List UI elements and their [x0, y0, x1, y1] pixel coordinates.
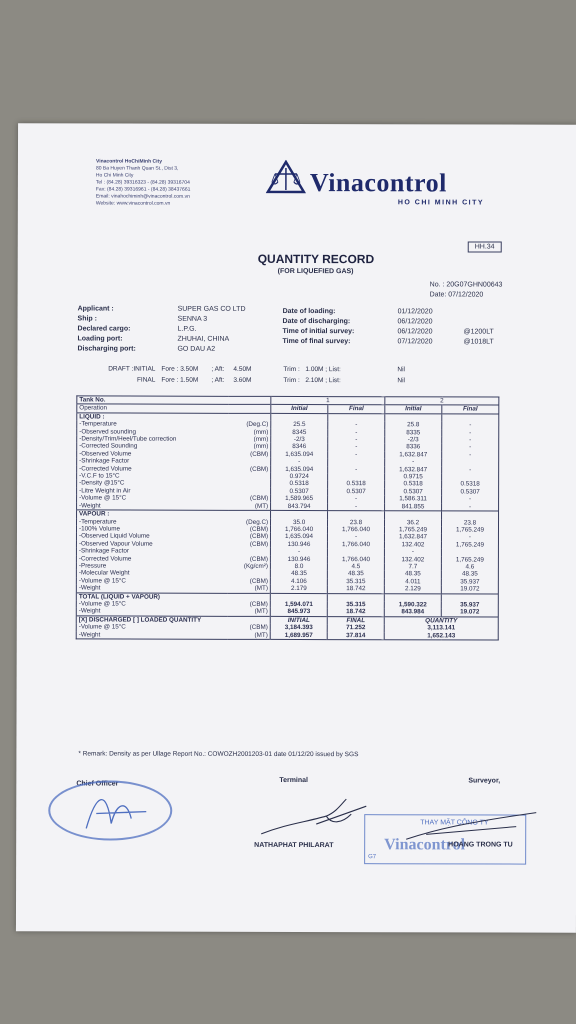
doc-number: No. : 20G07GHN00643: [429, 281, 503, 289]
table-cell: -: [442, 451, 499, 459]
info-left-row: [77, 344, 245, 354]
draft-aft: 3.60M: [233, 376, 252, 384]
info-value: 06/12/2020: [397, 318, 433, 326]
stamp-text: THAY MẶT CÔNG TY: [420, 819, 489, 827]
table-cell: 48.35: [327, 570, 384, 578]
table-cell: -Density/Trim/Heel/Tube correction: [79, 435, 177, 443]
table-cell: 130.946: [271, 555, 328, 563]
table-cell: [328, 458, 385, 466]
table-cell: 0.9724: [271, 473, 328, 481]
table-cell: -Volume @ 15°C: [78, 623, 126, 631]
table-cell: [441, 549, 498, 557]
table-cell: (CBM): [249, 600, 268, 608]
table-cell: 35.315: [327, 601, 384, 609]
info-value: SUPER GAS CO LTD: [177, 305, 246, 313]
table-cell: (MT): [254, 608, 268, 616]
info-label: Date of discharging:: [282, 317, 351, 326]
tank-2-header: 2: [385, 397, 499, 406]
table-cell: -Density @15°C: [79, 479, 125, 488]
draft-aft-label: ; Aft:: [211, 376, 225, 384]
table-cell: Final: [328, 405, 385, 414]
table-cell: [384, 593, 441, 601]
table-cell: 1,632.847: [385, 451, 442, 459]
table-cell: (Deg.C): [246, 518, 269, 526]
table-cell: -Observed Vapour Volume: [78, 540, 153, 548]
table-cell: 7.7: [384, 563, 441, 571]
table-cell: LIQUID :: [77, 413, 228, 421]
table-cell: INITIAL: [270, 616, 327, 624]
draft-list: Nil: [397, 377, 405, 385]
info-value: GO DAU A2: [177, 345, 216, 353]
table-cell: 48.35: [270, 570, 327, 578]
draft-row: [80, 363, 405, 375]
table-cell: [228, 396, 271, 405]
table-cell: 4.5: [327, 563, 384, 571]
table-cell: -Observed Liquid Volume: [78, 532, 150, 540]
terminal-name: NATHAPHAT PHILARAT: [254, 841, 334, 850]
table-cell: 0.5307: [442, 488, 499, 496]
table-cell: [228, 473, 271, 481]
table-cell: -: [328, 533, 385, 541]
draft-trim-label: Trim :: [283, 365, 300, 374]
surveyor-name: HOANG TRONG TU: [448, 841, 513, 849]
draft-fore: Fore : 3.50M: [161, 365, 199, 373]
table-cell: 0.5318: [442, 481, 499, 489]
table-cell: 1,765.249: [441, 556, 498, 564]
table-cell: -Volume @ 15°C: [78, 577, 126, 585]
info-extra: @1018LT: [463, 338, 494, 346]
address-line[interactable]: Email: vinahochiminh@vinacontrol.com.vn: [95, 193, 190, 200]
table-cell: 36.2: [385, 519, 442, 527]
info-left-row: [78, 324, 246, 334]
table-cell: 130.946: [271, 541, 328, 549]
table-cell: -Pressure: [78, 562, 107, 570]
table-cell: (mm): [253, 443, 269, 451]
table-cell: 1,766.040: [327, 556, 384, 564]
table-cell: -2/3: [385, 436, 442, 444]
table-cell: (MT): [254, 502, 269, 510]
table-cell: 1,594.071: [270, 601, 327, 609]
draft-trim-label: Trim :: [283, 376, 300, 385]
address-line: 80 Ba Huyen Thanh Quan St., Dist 3,: [95, 165, 179, 172]
quantity-table: [76, 395, 500, 640]
table-cell: -Volume @ 15°C: [79, 494, 127, 502]
table-cell: 48.35: [384, 571, 441, 579]
table-cell: 8.0: [270, 563, 327, 571]
address-line[interactable]: Website: www.vinacontrol.com.vn: [95, 200, 171, 207]
table-cell: 0.5318: [328, 481, 385, 489]
table-cell: 1,652.143: [384, 632, 498, 640]
table-cell: 71.252: [327, 624, 384, 632]
info-label: Ship :: [77, 315, 98, 323]
table-cell: -Weight: [79, 502, 101, 510]
table-cell: (CBM): [249, 577, 268, 585]
terminal-signature: [256, 794, 376, 839]
info-left-row: [78, 304, 246, 314]
table-cell: [385, 414, 442, 422]
table-cell: 0.5307: [328, 488, 385, 496]
table-cell: -100% Volume: [78, 525, 120, 533]
table-cell: [228, 405, 271, 414]
table-cell: 1,765.249: [441, 541, 498, 549]
table-cell: 1,766.040: [271, 526, 328, 534]
table-cell: -: [442, 503, 499, 511]
logo-city: HO CHI MINH CITY: [397, 199, 485, 207]
table-cell: -: [385, 458, 442, 466]
table-cell: Initial: [271, 405, 328, 414]
table-cell: [328, 511, 385, 519]
draft-block: [80, 363, 405, 386]
page-subtitle: (FOR LIQUEFIED GAS): [277, 267, 354, 276]
table-cell: -V.C.F to 15°C: [79, 472, 120, 480]
terminal-label: Terminal: [279, 776, 309, 785]
info-left-row: [77, 334, 245, 344]
table-cell: 1,635.094: [271, 466, 328, 474]
table-cell: -: [328, 444, 385, 452]
table-cell: 23.8: [442, 519, 499, 527]
table-cell: (MT): [254, 631, 268, 639]
table-cell: -Corrected Volume: [79, 465, 132, 473]
table-cell: 25.8: [385, 421, 442, 429]
table-cell: 35.937: [441, 601, 498, 609]
info-label: Applicant :: [77, 305, 114, 313]
table-cell: 1,632.847: [384, 534, 441, 542]
table-cell: [228, 570, 271, 578]
table-cell: -: [328, 429, 385, 437]
table-cell: -Molecular Weight: [78, 569, 130, 577]
table-cell: [X] DISCHARGED [ ] LOADED QUANTITY: [76, 616, 227, 624]
table-cell: -: [271, 458, 328, 466]
table-cell: -2/3: [271, 436, 328, 444]
table-cell: 19.072: [441, 609, 498, 617]
table-cell: [442, 414, 499, 422]
surveyor-label: Surveyor,: [468, 777, 501, 785]
table-cell: 8346: [271, 443, 328, 451]
table-cell: 37.814: [327, 632, 384, 640]
table-cell: [271, 413, 328, 421]
table-cell: 845.973: [270, 608, 327, 616]
table-cell: [228, 510, 271, 518]
table-cell: 0.5318: [385, 481, 442, 489]
vinacontrol-logo: [266, 160, 306, 199]
table-cell: [228, 458, 271, 466]
table-cell: 2.129: [384, 585, 441, 593]
table-cell: -: [442, 436, 499, 444]
info-label: Time of final survey:: [282, 337, 351, 346]
table-cell: 1,765.249: [385, 526, 442, 534]
table-cell: -Observed Volume: [79, 450, 132, 458]
table-cell: [228, 616, 271, 624]
table-cell: 48.35: [441, 571, 498, 579]
info-value: L.P.G.: [177, 325, 197, 333]
table-cell: -: [384, 548, 441, 556]
info-value: ZHUHAI, CHINA: [177, 335, 230, 343]
table-cell: 35.0: [271, 518, 328, 526]
table-cell: 0.5318: [271, 480, 328, 488]
table-cell: [328, 413, 385, 421]
table-cell: -: [328, 503, 385, 511]
table-cell: -Shrinkage Factor: [79, 457, 130, 465]
remark: * Remark: Density as per Ullage Report No.: COWOZH2001203-01 date 01/12/20 issued by SGS: [78, 750, 359, 759]
table-cell: 0.9715: [385, 473, 442, 481]
info-label: Loading port:: [77, 335, 123, 343]
info-value: 07/12/2020: [397, 338, 433, 346]
table-cell: [385, 511, 442, 519]
table-cell: -: [442, 422, 499, 430]
table-cell: -Corrected Sounding: [79, 442, 138, 451]
table-cell: [442, 459, 499, 467]
info-right-row: [283, 327, 494, 338]
table-cell: 3,184.393: [270, 624, 327, 632]
chief-officer-signature: [76, 783, 166, 833]
info-label: Discharging port:: [77, 345, 136, 353]
table-cell: -: [328, 495, 385, 503]
table-cell: (Kg/cm²): [243, 562, 269, 570]
table-cell: (CBM): [250, 465, 269, 473]
table-cell: 3,113.141: [384, 624, 498, 632]
table-cell: -Weight: [78, 607, 101, 615]
table-cell: -: [442, 496, 499, 504]
address-line: Tel : (84.28) 39316323 - (84.28) 39316704: [95, 179, 190, 186]
draft-trim: 2.10M ; List:: [305, 377, 341, 385]
table-cell: (CBM): [249, 540, 269, 548]
table-cell: [441, 593, 498, 601]
table-cell: -Shrinkage Factor: [78, 547, 129, 555]
table-cell: (mm): [253, 435, 269, 443]
table-cell: 1,586.311: [385, 496, 442, 504]
draft-aft-label: ; Aft:: [211, 365, 225, 373]
stamp-code: G7: [368, 854, 377, 861]
table-cell: [228, 548, 271, 556]
table-cell: (CBM): [249, 555, 269, 563]
table-cell: Operation: [77, 404, 228, 413]
table-cell: [228, 413, 271, 421]
draft-aft: 4.50M: [233, 365, 252, 373]
info-value: 06/12/2020: [397, 328, 433, 336]
table-cell: 8345: [271, 429, 328, 437]
table-cell: (CBM): [249, 533, 269, 541]
table-cell: 1,766.040: [328, 526, 385, 534]
table-row: [76, 631, 498, 640]
table-cell: 1,635.094: [271, 533, 328, 541]
table-cell: 2.179: [270, 585, 327, 593]
table-cell: 19.072: [441, 586, 498, 594]
draft-label: DRAFT :INITIAL: [108, 365, 156, 373]
table-cell: -Volume @ 15°C: [78, 600, 126, 608]
info-left-row: [78, 314, 246, 324]
ref-box: HH.34: [468, 241, 502, 252]
table-cell: 35.937: [441, 578, 498, 586]
table-cell: Tank No.: [79, 396, 106, 404]
table-cell: 841.855: [385, 503, 442, 511]
chief-officer-label: Chief Officer: [76, 780, 119, 788]
table-cell: -: [328, 421, 385, 429]
table-cell: 0.5307: [385, 488, 442, 496]
surveyor-signature: [396, 804, 546, 844]
table-cell: [328, 473, 385, 481]
table-cell: 843.984: [384, 609, 441, 617]
table-cell: (CBM): [249, 525, 269, 533]
info-label: Date of loading:: [282, 307, 336, 316]
table-cell: 843.794: [271, 503, 328, 511]
table-cell: 1,765.249: [441, 526, 498, 534]
table-cell: Final: [442, 405, 499, 414]
document-page: [16, 123, 576, 932]
table-cell: Initial: [385, 405, 442, 414]
table-cell: 132.402: [384, 541, 441, 549]
table-cell: 1,590.322: [384, 601, 441, 609]
table-cell: -Weight: [78, 584, 101, 592]
info-right-row: [283, 307, 494, 318]
table-cell: 1,632.847: [385, 466, 442, 474]
info-label: Time of initial survey:: [282, 327, 355, 336]
table-cell: (CBM): [249, 624, 268, 632]
draft-list: Nil: [397, 366, 406, 374]
table-cell: -: [328, 466, 385, 474]
info-value: 01/12/2020: [397, 308, 433, 316]
table-cell: [228, 593, 271, 601]
table-cell: (CBM): [250, 450, 269, 458]
page-title: QUANTITY RECORD: [257, 251, 375, 267]
draft-fore: Fore : 1.50M: [161, 376, 199, 384]
info-right-row: [282, 337, 493, 348]
info-right-row: [283, 317, 494, 328]
table-cell: (mm): [253, 428, 269, 436]
table-cell: TOTAL (LIQUID + VAPOUR): [76, 592, 227, 600]
table-cell: (CBM): [249, 495, 269, 503]
table-cell: -Corrected Volume: [78, 554, 132, 563]
table-cell: 1,766.040: [328, 541, 385, 549]
scale-logo-icon: [266, 160, 306, 194]
table-cell: -: [441, 534, 498, 542]
table-cell: 8336: [385, 444, 442, 452]
address-line: Vinacontrol HoChiMinh City: [95, 158, 162, 165]
table-cell: [228, 480, 271, 488]
address-line: Ho Chi Minh City: [95, 172, 134, 179]
table-cell: 35.315: [327, 578, 384, 586]
tank-1-header: 1: [271, 396, 385, 405]
table-cell: -Weight: [78, 631, 101, 639]
company-address: [96, 158, 191, 207]
table-cell: 25.5: [271, 421, 328, 429]
table-cell: (Deg.C): [246, 421, 269, 429]
table-cell: -: [442, 466, 499, 474]
table-cell: 8335: [385, 429, 442, 437]
table-cell: 4.011: [384, 578, 441, 586]
address-line: Fax: (84.28) 39316961 - (84.28) 38437661: [95, 186, 191, 193]
info-value: SENNA 3: [177, 315, 208, 323]
table-cell: -Observed sounding: [79, 428, 136, 436]
info-label: Declared cargo:: [77, 325, 131, 333]
table-cell: 1,589.965: [271, 495, 328, 503]
table-cell: QUANTITY: [384, 617, 498, 625]
draft-trim: 1.00M ; List:: [305, 366, 341, 374]
table-cell: 1,689.957: [270, 632, 327, 640]
doc-date: Date: 07/12/2020: [429, 291, 484, 299]
table-cell: -: [328, 436, 385, 444]
table-cell: -Litre Weight in Air: [79, 487, 131, 495]
info-right: [282, 307, 493, 348]
table-cell: -Temperature: [79, 420, 117, 428]
table-cell: 0.5307: [271, 488, 328, 496]
table-cell: 18.742: [327, 585, 384, 593]
draft-label: FINAL: [136, 376, 156, 384]
table-cell: FINAL: [327, 616, 384, 624]
table-cell: [327, 548, 384, 556]
table-cell: 132.402: [384, 556, 441, 564]
table-cell: 18.742: [327, 608, 384, 616]
stamp-logo: Vinacontrol: [384, 836, 466, 854]
info-left: [77, 304, 245, 354]
table-cell: [442, 511, 499, 519]
table-cell: [271, 511, 328, 519]
table-cell: [228, 488, 271, 496]
table-cell: 1,635.094: [271, 451, 328, 459]
table-cell: -: [271, 548, 328, 556]
table-cell: VAPOUR :: [77, 510, 228, 518]
table-cell: -: [328, 451, 385, 459]
table-cell: -Temperature: [79, 517, 117, 526]
table-cell: [270, 593, 327, 601]
table-row: [76, 540, 498, 549]
table-cell: -: [442, 429, 499, 437]
table-cell: 4.6: [441, 563, 498, 571]
info-extra: @1200LT: [463, 328, 494, 336]
table-cell: -: [442, 444, 499, 452]
logo-text: Vinacontrol: [309, 168, 447, 198]
draft-row: [80, 374, 405, 386]
table-cell: [327, 593, 384, 601]
table-cell: [442, 473, 499, 481]
table-cell: 4.106: [270, 578, 327, 586]
table-cell: (MT): [254, 585, 268, 593]
table-cell: 23.8: [328, 519, 385, 527]
